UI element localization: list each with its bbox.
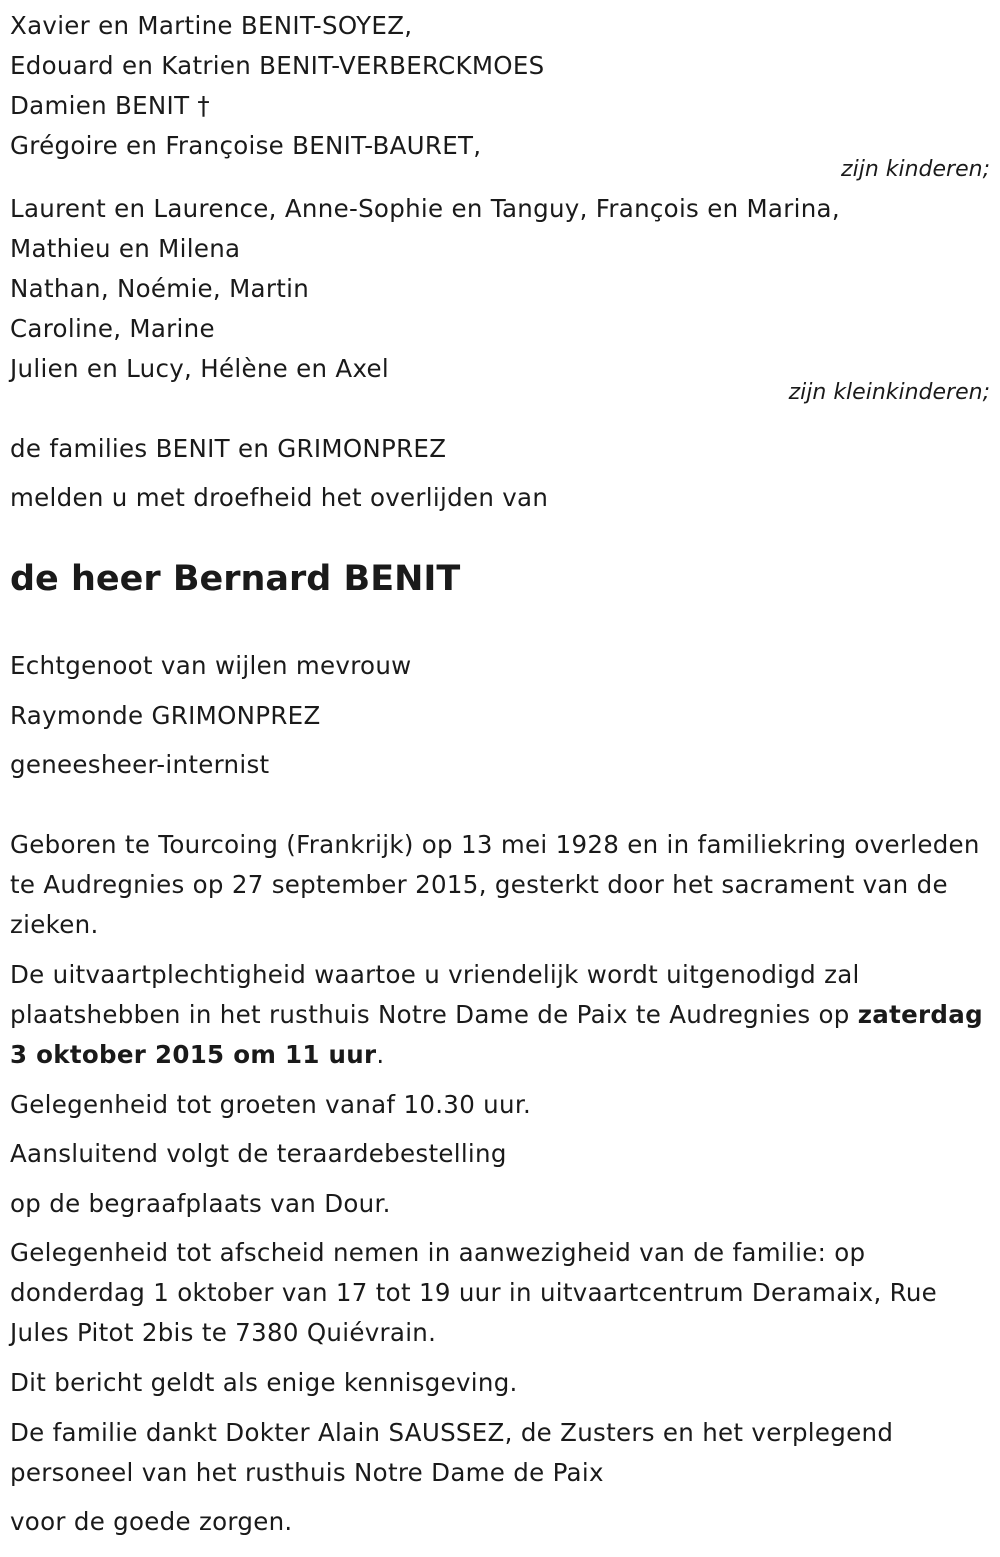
burial-location-line: op de begraafplaats van Dour. bbox=[10, 1189, 391, 1218]
ceremony-date: zaterdag 3 oktober 2015 om 11 uur bbox=[10, 1000, 983, 1069]
grandchild-line: Caroline, Marine bbox=[10, 314, 215, 343]
grandchild-line: Nathan, Noémie, Martin bbox=[10, 274, 310, 303]
ceremony-text: De uitvaartplechtigheid waartoe u vriendelijk wordt uitgenodigd zal plaatshebben in het rusthuis Notre Dame de Paix te Audregnies op bbox=[10, 960, 860, 1029]
greeting-line: Gelegenheid tot groeten vanaf 10.30 uur. bbox=[10, 1090, 532, 1119]
child-line: Damien BENIT † bbox=[10, 91, 210, 120]
grandchild-line: Julien en Lucy, Hélène en Axel bbox=[10, 354, 389, 383]
child-line: Grégoire en Françoise BENIT-BAURET, bbox=[10, 131, 482, 160]
children-role: zijn kinderen; bbox=[841, 157, 990, 182]
ceremony-end: . bbox=[376, 1040, 385, 1069]
profession: geneesheer-internist bbox=[10, 750, 270, 779]
burial-line: Aansluitend volgt de teraardebestelling bbox=[10, 1139, 507, 1168]
thanks-paragraph: De familie dankt Dokter Alain SAUSSEZ, de Zusters en het verplegend personeel van het rusthuis Notre Dame de Paix bbox=[10, 1418, 894, 1487]
spouse-intro: Echtgenoot van wijlen mevrouw bbox=[10, 651, 412, 680]
grandchild-line: Laurent en Laurence, Anne-Sophie en Tanguy, François en Marina, bbox=[10, 194, 840, 223]
grandchildren-role: zijn kleinkinderen; bbox=[788, 380, 990, 405]
thanks-end-line: voor de goede zorgen. bbox=[10, 1507, 293, 1536]
notice-line: Dit bericht geldt als enige kennisgeving. bbox=[10, 1368, 518, 1397]
farewell-paragraph: Gelegenheid tot afscheid nemen in aanwezigheid van de familie: op donderdag 1 oktober van 17 tot 19 uur in uitvaartcentrum Deramaix, Rue Jules Pitot 2bis te 7380 Quiévrain. bbox=[10, 1238, 938, 1347]
birth-death-paragraph: Geboren te Tourcoing (Frankrijk) op 13 mei 1928 en in familiekring overleden te Audregnies op 27 september 2015, gesterkt door het sacrament van de zieken. bbox=[10, 830, 980, 939]
deceased-name: de heer Bernard BENIT bbox=[10, 559, 461, 599]
child-line: Edouard en Katrien BENIT-VERBERCKMOES bbox=[10, 51, 545, 80]
spouse-name: Raymonde GRIMONPREZ bbox=[10, 701, 321, 730]
announce-line: melden u met droefheid het overlijden van bbox=[10, 483, 549, 512]
ceremony-paragraph bbox=[10, 955, 995, 1075]
families-line: de families BENIT en GRIMONPREZ bbox=[10, 434, 447, 463]
child-line: Xavier en Martine BENIT-SOYEZ, bbox=[10, 11, 413, 40]
grandchild-line: Mathieu en Milena bbox=[10, 234, 241, 263]
